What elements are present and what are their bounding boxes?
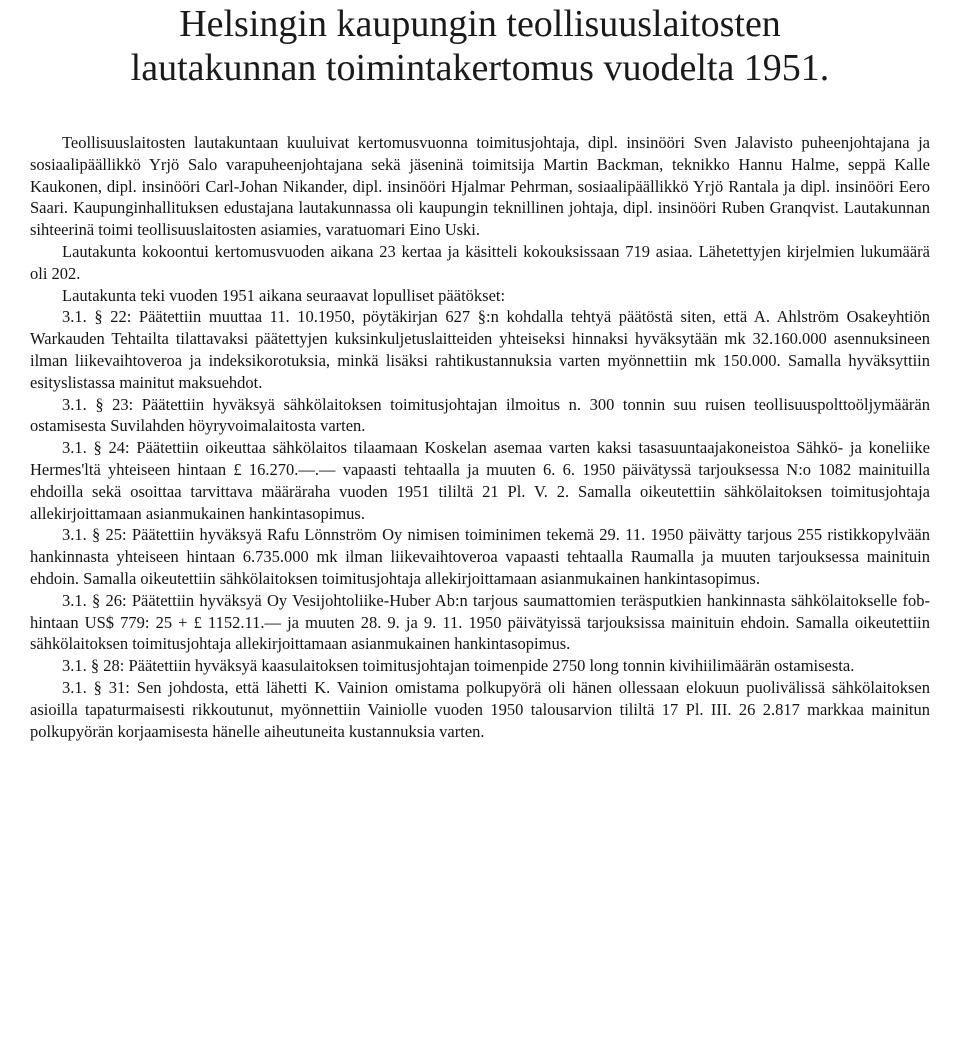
paragraph-decision-26: 3.1. § 26: Päätettiin hyväksyä Oy Vesijohtoliike-Huber Ab:n tarjous saumattomien teräsputkien hankinnasta sähkölaitokselle fob- hintaan US$ 779: 25 + £ 1152.11.— ja muuten 28. 9. ja 9. 11. 1950 päivätyissä tarjouksissa mainituin ehdoin. Samalla oikeutettiin sähkölaitoksen toimitusjohtaja allekirjoittamaan asianmukainen hankintasopimus. — [30, 590, 930, 654]
paragraph-decision-24: 3.1. § 24: Päätettiin oikeuttaa sähkölaitos tilaamaan Koskelan asemaa varten kaksi tasasuuntaajakoneistoa Sähkö- ja koneliike Hermes'ltä yhteiseen hintaan £ 16.270.—.— vapaasti tehtaalla ja muuten 6. 6. 1950 päivätyssä tarjouksessa N:o 1082 mainituilla ehdoilla sekä osoittaa tarvittava määräraha vuoden 1951 tililtä 21 Pl. V. 2. Samalla oikeutettiin sähkölaitoksen toimitusjohtaja allekirjoittamaan asianmukainen hankintasopimus. — [30, 438, 930, 523]
document-body — [30, 132, 930, 742]
paragraph-decision-23: 3.1. § 23: Päätettiin hyväksyä sähkölaitoksen toimitusjohtajan ilmoitus n. 300 tonnin suu ruisen teollisuuspolttoöljymäärän ostamisesta Suvilahden höyryvoimalaitosta varten. — [30, 394, 930, 436]
paragraph-decisions-intro: Lautakunta teki vuoden 1951 aikana seuraavat lopulliset päätökset: — [62, 285, 506, 305]
paragraph-decision-22: 3.1. § 22: Päätettiin muuttaa 11. 10.1950, pöytäkirjan 627 §:n kohdalla tehtyä päätöstä siten, että A. Ahlström Osakeyhtiön Warkauden Tehtailta tilattavaksi päätettyjen kuksinkuljetuslaitteiden yhteiseksi hinnaksi hyväksytään mk 32.160.000 asennuksineen ilman liikevaihtoveroa ja indeksikorotuksia, minkä lisäksi rahtikustannuksia varten myönnettiin mk 150.000. Samalla hyväksyttiin esityslistassa mainitut maksuehdot. — [30, 307, 930, 392]
document-title-line-2: lautakunnan toimintakertomus vuodelta 1951. — [130, 47, 830, 89]
document-title-line-1: Helsingin kaupungin teollisuuslaitosten — [179, 3, 781, 45]
paragraph-board-members: Teollisuuslaitosten lautakuntaan kuuluivat kertomusvuonna toimitusjohtaja, dipl. insinööri Sven Jalavisto puheenjohtajana ja sosiaalipäällikkö Yrjö Salo varapuheenjohtajana sekä jäseninä toimitsija Martin Backman, teknikko Hannu Halme, seppä Kalle Kaukonen, dipl. insinööri Carl-Johan Nikander, dipl. insinööri Hjalmar Pehrman, sosiaalipäällikkö Yrjö Rantala ja dipl. insinööri Eero Saari. Kaupunginhallituksen edustajana lautakunnassa oli kaupungin teknillinen johtaja, dipl. insinööri Ruben Granqvist. Lautakunnan sihteerinä toimi teollisuuslaitosten asiamies, varatuomari Eino Uski. — [30, 133, 930, 240]
paragraph-meetings: Lautakunta kokoontui kertomusvuoden aikana 23 kertaa ja käsitteli kokouksissaan 719 asiaa. Lähetettyjen kirjelmien lukumäärä oli 202. — [30, 241, 930, 283]
paragraph-decision-31: 3.1. § 31: Sen johdosta, että lähetti K. Vainion omistama polkupyörä oli hänen ollessaan elokuun puolivälissä sähkölaitoksen asioilla tapaturmaisesti rikkoutunut, myönnettiin Vainiolle vuoden 1950 talousarvion tililtä 17 Pl. III. 26 2.817 markkaa mainitun polkupyörän korjaamisesta hänelle aiheutuneita kustannuksia varten. — [30, 677, 930, 741]
paragraph-decision-28: 3.1. § 28: Päätettiin hyväksyä kaasulaitoksen toimitusjohtajan toimenpide 2750 long tonnin kivihiilimäärän ostamisesta. — [62, 656, 855, 676]
paragraph-decision-25: 3.1. § 25: Päätettiin hyväksyä Rafu Lönnström Oy nimisen toiminimen tekemä 29. 11. 1950 päivätty tarjous 255 ristikkopylvään hankinnasta yhteiseen hintaan 6.735.000 mk ilman liikevaihtoveroa vapaasti tehtaalla Raumalla ja muuten tarjouksessa mainituin ehdoin. Samalla oikeutettiin sähkölaitoksen toimitusjohtaja allekirjoittamaan asianmukainen hankintasopimus. — [30, 525, 930, 588]
